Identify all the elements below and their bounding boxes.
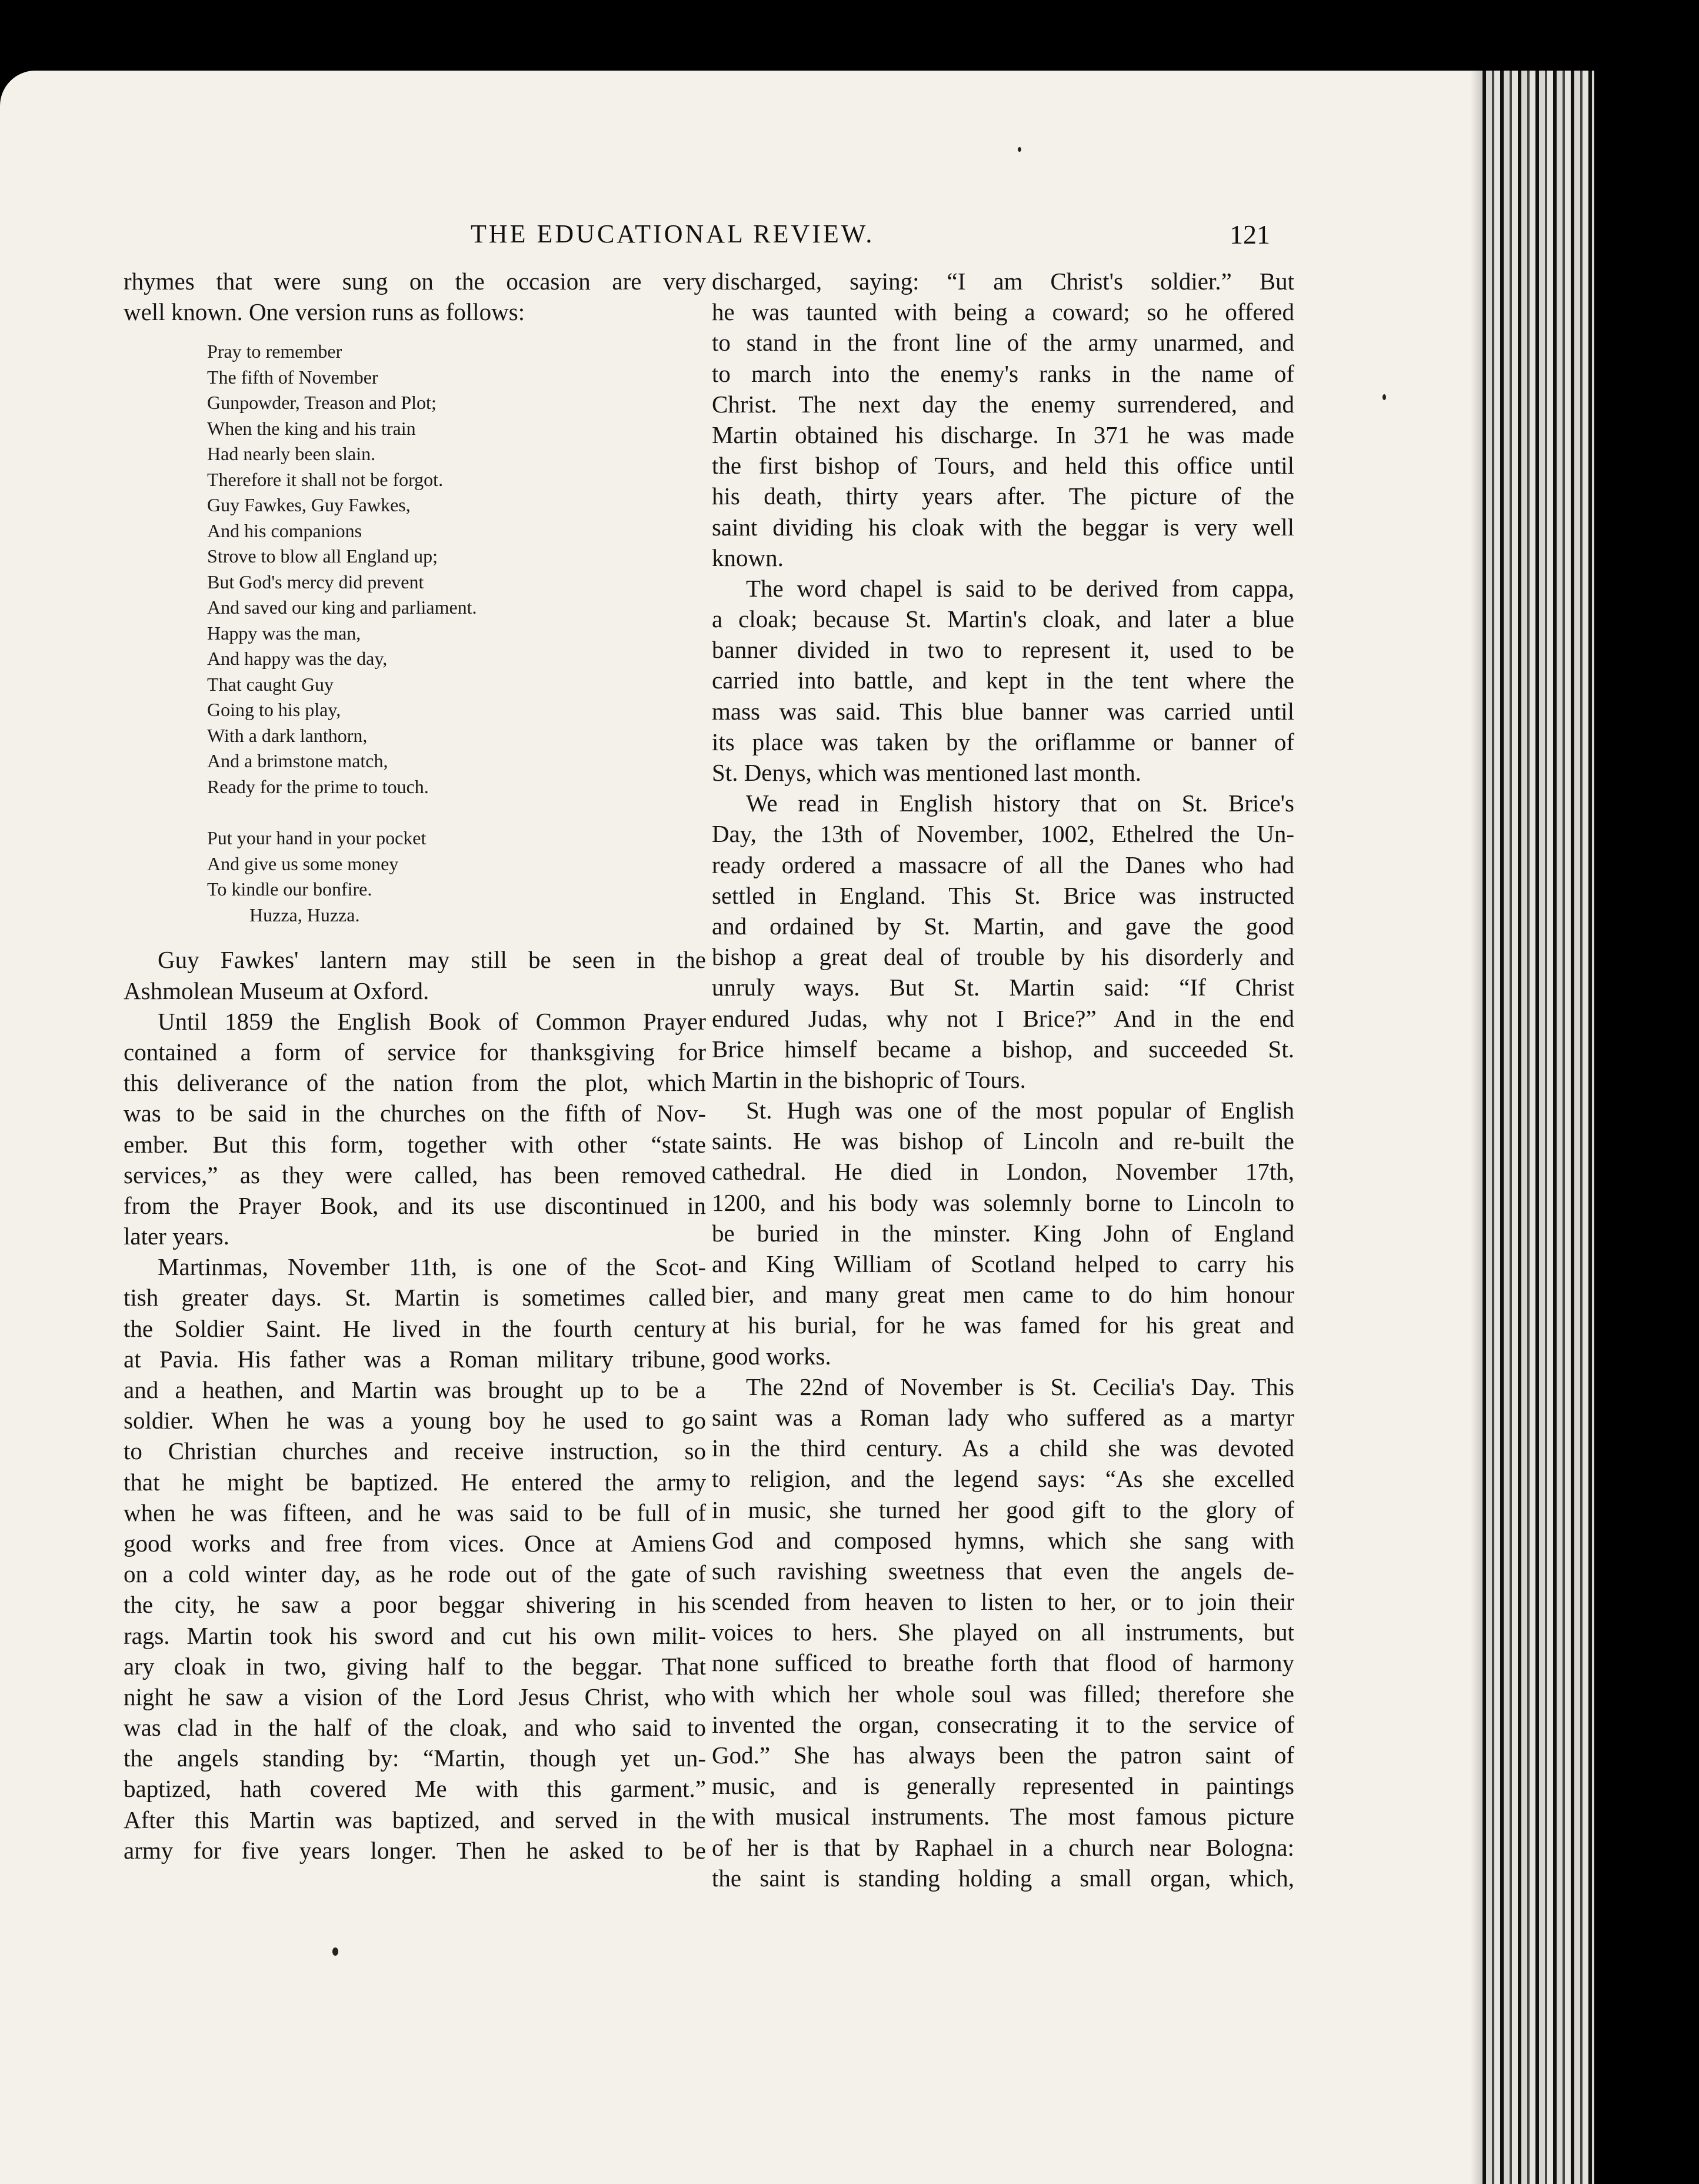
text-line: he was taunted with being a coward; so he offered — [712, 298, 1294, 326]
poem-line: Pray to remember — [207, 341, 342, 362]
text-line: and King William of Scotland helped to carry his — [712, 1250, 1294, 1277]
text-line: saint dividing his cloak with the beggar is very well — [712, 513, 1294, 541]
text-line: army for five years longer. Then he asked to be — [124, 1836, 706, 1864]
poem-line: Ready for the prime to touch. — [207, 775, 429, 797]
text-line: God.” She has always been the patron saint of — [712, 1742, 1294, 1769]
text-line: later years. — [124, 1223, 229, 1250]
text-line: none sufficed to breathe forth that flood of harmony — [712, 1649, 1294, 1677]
text-line: After this Martin was baptized, and served in the — [124, 1806, 706, 1833]
text-line: rags. Martin took his sword and cut his own milit- — [124, 1622, 706, 1649]
text-line: The 22nd of November is St. Cecilia's Day. This — [746, 1373, 1294, 1400]
text-line: God and composed hymns, which she sang with — [712, 1526, 1294, 1554]
text-line: 1200, and his body was solemnly borne to Lincoln to — [712, 1188, 1294, 1216]
poem-line: Therefore it shall not be forgot. — [207, 468, 444, 490]
text-line: to religion, and the legend says: “As she excelled — [712, 1465, 1294, 1493]
text-line: Martin in the bishopric of Tours. — [712, 1066, 1026, 1093]
poem-line: That caught Guy — [207, 673, 334, 695]
text-line: invented the organ, consecrating it to the service of — [712, 1710, 1294, 1738]
poem-line: Gunpowder, Treason and Plot; — [207, 392, 437, 414]
left-column — [124, 266, 706, 1866]
text-line: to stand in the front line of the army unarmed, and — [712, 329, 1294, 357]
text-line: good works and free from vices. Once at Amiens — [124, 1529, 706, 1557]
text-line: night he saw a vision of the Lord Jesus Christ, who — [124, 1683, 706, 1710]
text-line: Christ. The next day the enemy surrendered, and — [712, 390, 1294, 418]
poem-line: To kindle our bonfire. — [207, 878, 372, 900]
text-line: tish greater days. St. Martin is sometimes called — [124, 1284, 706, 1311]
text-line: from the Prayer Book, and its use discontinued in — [124, 1191, 706, 1219]
text-line: soldier. When he was a young boy he used to go — [124, 1407, 706, 1434]
poem-line: Guy Fawkes, Guy Fawkes, — [207, 494, 411, 516]
text-line: voices to hers. She played on all instruments, but — [712, 1619, 1294, 1646]
text-line: of her is that by Raphael in a church near Bologna: — [712, 1833, 1294, 1861]
ink-speck — [1382, 394, 1386, 400]
stanza-break — [207, 800, 706, 825]
text-line: was clad in the half of the cloak, and who said to — [124, 1714, 706, 1742]
poem-line: And saved our king and parliament. — [207, 597, 477, 618]
text-line: saint was a Roman lady who suffered as a martyr — [712, 1403, 1294, 1431]
text-line: Ashmolean Museum at Oxford. — [124, 977, 429, 1004]
text-line: in the third century. As a child she was devoted — [712, 1434, 1294, 1462]
st-brice-paragraph — [712, 788, 1294, 1095]
text-line: mass was said. This blue banner was carried until — [712, 697, 1294, 725]
text-line: the first bishop of Tours, and held this office until — [712, 452, 1294, 480]
text-line: the saint is standing holding a small organ, which, — [712, 1864, 1294, 1892]
journal-page — [0, 71, 1506, 2184]
poem-line: Going to his play, — [207, 699, 341, 721]
st-cecilia-paragraph — [712, 1371, 1294, 1893]
text-line: ready ordered a massacre of all the Danes who had — [712, 851, 1294, 878]
text-line: settled in England. This St. Brice was instructed — [712, 881, 1294, 909]
chapel-paragraph — [712, 573, 1294, 788]
poem-line: With a dark lanthorn, — [207, 724, 368, 746]
gunpowder-rhyme — [207, 339, 706, 928]
text-line: St. Hugh was one of the most popular of English — [746, 1097, 1294, 1124]
text-line: when he was fifteen, and he was said to be full of — [124, 1499, 706, 1526]
poem-line: Happy was the man, — [207, 622, 361, 644]
martinmas-paragraph — [124, 1251, 706, 1866]
text-line: rhymes that were sung on the occasion are very — [124, 268, 706, 295]
book-page-edges — [1483, 71, 1594, 2184]
text-line: this deliverance of the nation from the plot, which — [124, 1069, 706, 1097]
text-line: music, and is generally represented in paintings — [712, 1772, 1294, 1800]
prayer-book-paragraph — [124, 1006, 706, 1252]
ink-speck — [1018, 147, 1021, 152]
text-line: well known. One version runs as follows: — [124, 298, 525, 326]
text-line: was to be said in the churches on the fifth of Nov- — [124, 1100, 706, 1127]
text-line: carried into battle, and kept in the tent where the — [712, 667, 1294, 694]
page-number: 121 — [1230, 219, 1270, 249]
poem-line: And give us some money — [207, 853, 399, 874]
text-line: and ordained by St. Martin, and gave the good — [712, 912, 1294, 940]
text-line: good works. — [712, 1342, 831, 1370]
poem-line: Put your hand in your pocket — [207, 827, 427, 849]
poem-line: When the king and his train — [207, 417, 416, 439]
text-line: on a cold winter day, as he rode out of the gate of — [124, 1560, 706, 1588]
text-line: bier, and many great men came to do him honour — [712, 1281, 1294, 1309]
text-line: discharged, saying: “I am Christ's soldier.” But — [712, 268, 1294, 295]
scanned-page-photo — [0, 71, 1699, 2184]
martin-continued-paragraph — [712, 266, 1294, 573]
st-hugh-paragraph — [712, 1095, 1294, 1371]
text-line: The word chapel is said to be derived from cappa, — [746, 574, 1294, 602]
ink-speck — [332, 1947, 338, 1956]
text-line: services,” as they were called, has been removed — [124, 1161, 706, 1188]
text-line: endured Judas, why not I Brice?” And in the end — [712, 1004, 1294, 1032]
text-line: ember. But this form, together with other “state — [124, 1130, 706, 1158]
text-line: scended from heaven to listen to her, or to join their — [712, 1588, 1294, 1616]
text-line: bishop a great deal of trouble by his disorderly and — [712, 943, 1294, 971]
text-line: to march into the enemy's ranks in the name of — [712, 359, 1294, 387]
poem-line: And a brimstone match, — [207, 750, 388, 772]
lantern-paragraph — [124, 944, 706, 1006]
text-line: that he might be baptized. He entered the army — [124, 1468, 706, 1496]
intro-paragraph — [124, 266, 706, 327]
text-line: such ravishing sweetness that even the angels de- — [712, 1557, 1294, 1584]
text-line: be buried in the minster. King John of England — [712, 1219, 1294, 1247]
text-line: saints. He was bishop of Lincoln and re-built the — [712, 1127, 1294, 1155]
text-line: a cloak; because St. Martin's cloak, and later a blue — [712, 605, 1294, 633]
text-line: the Soldier Saint. He lived in the fourth century — [124, 1314, 706, 1342]
text-line: the angels standing by: “Martin, though yet un- — [124, 1744, 706, 1772]
poem-line: Strove to blow all England up; — [207, 545, 438, 567]
poem-line: But God's mercy did prevent — [207, 571, 424, 592]
text-line: Day, the 13th of November, 1002, Ethelred the Un- — [712, 820, 1294, 848]
running-head-title: THE EDUCATIONAL REVIEW. — [471, 219, 875, 248]
text-line: with musical instruments. The most famous picture — [712, 1803, 1294, 1830]
text-line: Martinmas, November 11th, is one of the Scot- — [158, 1253, 706, 1281]
text-line: known. — [712, 544, 784, 571]
text-line: at Pavia. His father was a Roman military tribune, — [124, 1345, 706, 1373]
text-line: Brice himself became a bishop, and succeeded St. — [712, 1035, 1294, 1063]
poem-line: The fifth of November — [207, 366, 378, 388]
text-line: to Christian churches and receive instruction, so — [124, 1437, 706, 1465]
poem-line: And happy was the day, — [207, 648, 388, 670]
text-line: the city, he saw a poor beggar shivering in his — [124, 1591, 706, 1619]
text-line: at his burial, for he was famed for his great and — [712, 1311, 1294, 1339]
poem-line: Huzza, Huzza. — [249, 904, 360, 925]
text-line: Martin obtained his discharge. In 371 he was made — [712, 421, 1294, 448]
text-line: its place was taken by the oriflamme or banner of — [712, 728, 1294, 755]
text-line: St. Denys, which was mentioned last month. — [712, 759, 1141, 786]
text-line: cathedral. He died in London, November 17th, — [712, 1158, 1294, 1186]
poem-line: Had nearly been slain. — [207, 443, 376, 465]
text-line: and a heathen, and Martin was brought up to be a — [124, 1376, 706, 1403]
text-line: in music, she turned her good gift to the glory of — [712, 1496, 1294, 1523]
right-column — [712, 266, 1294, 1893]
text-line: with which her whole soul was filled; therefore she — [712, 1680, 1294, 1707]
text-line: Until 1859 the English Book of Common Prayer — [158, 1007, 706, 1035]
text-line: banner divided in two to represent it, used to be — [712, 636, 1294, 664]
text-line: baptized, hath covered Me with this garment.” — [124, 1775, 706, 1803]
text-line: We read in English history that on St. Brice's — [746, 790, 1294, 817]
text-line: ary cloak in two, giving half to the beggar. That — [124, 1652, 706, 1680]
text-line: contained a form of service for thanksgiving for — [124, 1038, 706, 1066]
poem-line: And his companions — [207, 520, 362, 541]
text-line: unruly ways. But St. Martin said: “If Christ — [712, 974, 1294, 1001]
text-line: his death, thirty years after. The picture of the — [712, 482, 1294, 510]
text-line: Guy Fawkes' lantern may still be seen in the — [158, 946, 706, 974]
